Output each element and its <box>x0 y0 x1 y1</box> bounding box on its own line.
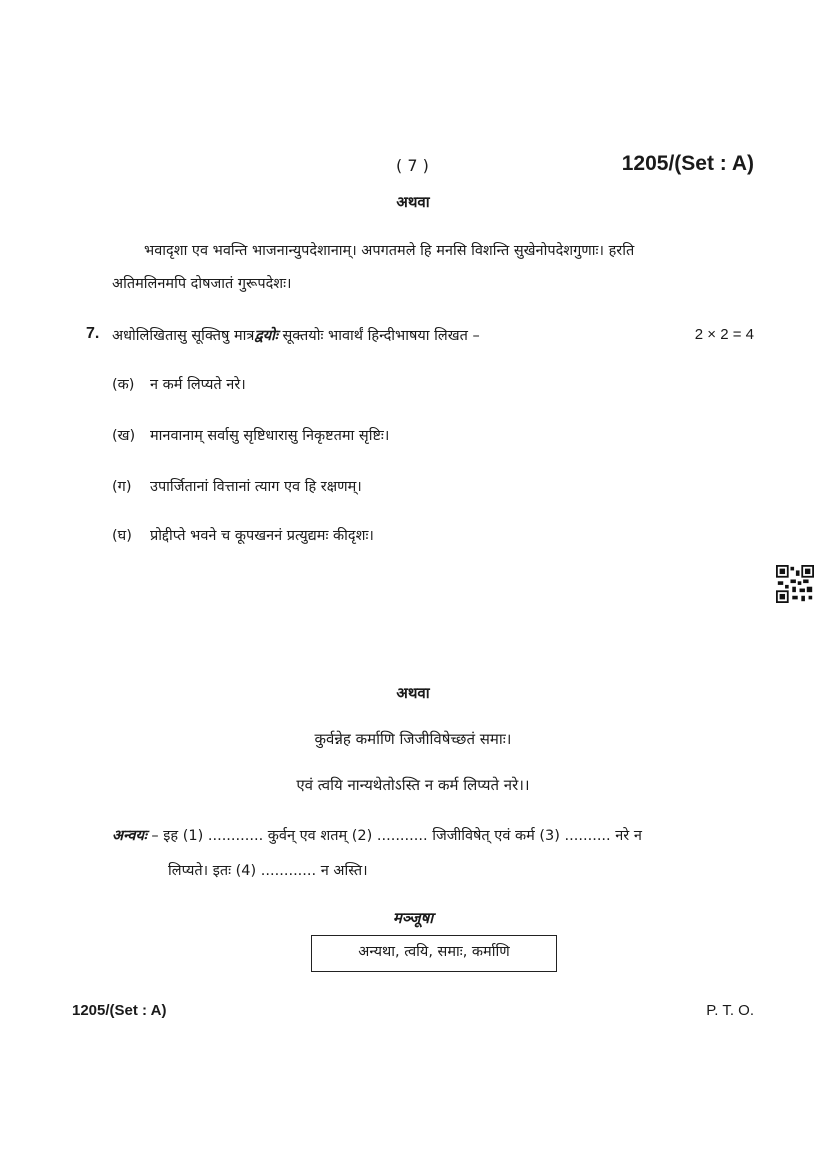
athava-heading-2: अथवा <box>396 684 430 702</box>
athava-heading-1: अथवा <box>396 193 430 211</box>
question-marks: 2 × 2 = 4 <box>694 326 754 343</box>
anvay-line-1: अन्वयः – इह (1) ............ कुर्वन् एव शतम् (2) ........... जिजीविषेत् एवं कर्म (3) .......... नरे न <box>112 828 642 844</box>
verse-line-2: एवं त्वयि नान्यथेतोऽस्ति न कर्म लिप्यते नरे।। <box>296 776 530 794</box>
paper-code-footer: 1205/(Set : A) <box>72 1002 167 1019</box>
paragraph-line-1: भवादृशा एव भवन्ति भाजनान्युपदेशानाम्। अपगतमले हि मनसि विशन्ति सुखेनोपदेशगुणाः। हरति <box>144 243 635 259</box>
question-text: अधोलिखितासु सूक्तिषु मात्रद्वयोः सूक्तयोः भावार्थं हिन्दीभाषया लिखत – <box>112 328 480 344</box>
paragraph-line-2: अतिमलिनमपि दोषजातं गुरूपदेशः। <box>112 276 292 292</box>
option-kha: (ख) मानवानाम् सर्वासु सृष्टिधारासु निकृष्टतमा सृष्टिः। <box>112 428 390 444</box>
option-gha: (घ) प्रोद्दीप्ते भवने च कूपखननं प्रत्युद्यमः कीदृशः। <box>112 528 374 544</box>
pto-label: P. T. O. <box>706 1002 754 1019</box>
manjusha-box: अन्यथा, त्वयि, समाः, कर्माणि <box>311 935 557 972</box>
anvay-line-2: लिप्यते। इतः (4) ............ न अस्ति। <box>168 863 368 879</box>
paper-code-header: 1205/(Set : A) <box>621 152 754 175</box>
option-ga: (ग) उपार्जितानां वित्तानां त्याग एव हि रक्षणम्। <box>112 479 362 495</box>
question-number: 7. <box>86 325 100 342</box>
manjusha-title: मञ्जूषा <box>392 909 434 927</box>
anvay-label: अन्वयः <box>112 828 147 844</box>
option-ka: (क) न कर्म लिप्यते नरे। <box>112 377 246 393</box>
page-number: ( 7 ) <box>396 156 429 175</box>
qr-code-icon <box>776 565 814 603</box>
paragraph <box>112 235 754 301</box>
verse-line-1: कुर्वन्नेह कर्माणि जिजीविषेच्छतं समाः। <box>314 730 512 748</box>
